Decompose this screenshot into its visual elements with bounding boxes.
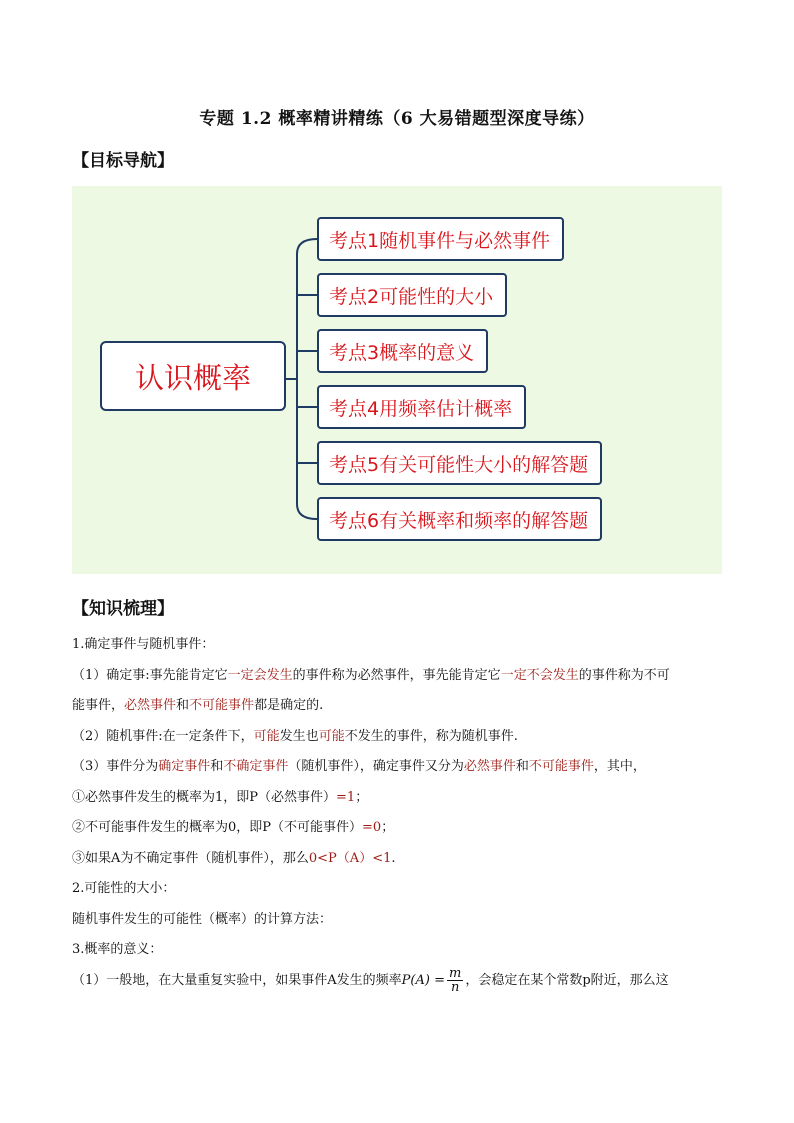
mind-map-node-3: 考点3概率的意义: [317, 329, 488, 373]
mind-map-node-1: 考点1随机事件与必然事件: [317, 217, 564, 261]
paragraph-6: ③如果A为不确定事件（随机事件），那么0<P（A）<1.: [72, 850, 396, 866]
paragraph-8: （1）一般地，在大量重复实验中，如果事件A发生的频率P(A) = $\frac{m}{n}$ ，会稳定在某个常数p附近，那么这: [72, 965, 669, 995]
paragraph-1: （1）确定事:事先能肯定它一定会发生的事件称为必然事件，事先能肯定它一定不会发生的事件称为不可: [72, 667, 670, 683]
heading-2: 2.可能性的大小：: [72, 881, 176, 896]
formula-lhs: P(A) =: [401, 972, 445, 988]
paragraph-1-cont: 能事件，必然事件和不可能事件都是确定的.: [72, 698, 324, 713]
mind-map-node-4: 考点4用频率估计概率: [317, 385, 526, 429]
document-title: 专题 1.2 概率精讲精练（6 大易错题型深度导练）: [199, 109, 595, 129]
mind-map: [72, 186, 722, 574]
mind-map-node-2: 考点2可能性的大小: [317, 273, 507, 317]
paragraph-2: （2）随机事件:在一定条件下，可能发生也可能不发生的事件，称为随机事件.: [72, 728, 518, 744]
section-heading-goal: 【目标导航】: [72, 151, 174, 171]
paragraph-3: （3）事件分为确定事件和不确定事件（随机事件），确定事件又分为必然事件和不可能事件，其中，: [72, 759, 646, 774]
fraction-m-over-n: $\frac{m}{n}$: [448, 965, 462, 995]
paragraph-5: ②不可能事件发生的概率为0，即P（不可能事件）=0；: [72, 820, 395, 835]
mind-map-node-6: 考点6有关概率和频率的解答题: [317, 497, 602, 541]
mind-map-node-5: 考点5有关可能性大小的解答题: [317, 441, 602, 485]
heading-3: 3.概率的意义：: [72, 942, 163, 957]
knowledge-content: [72, 630, 732, 996]
paragraph-7: 随机事件发生的可能性（概率）的计算方法：: [72, 911, 333, 927]
heading-1: 1.确定事件与随机事件：: [72, 637, 215, 652]
section-heading-knowledge: 【知识梳理】: [72, 599, 174, 619]
connector-trunk: [297, 239, 317, 519]
mind-map-root: 认识概率: [100, 341, 286, 411]
paragraph-4: ①必然事件发生的概率为1，即P（必然事件）=1；: [72, 789, 369, 805]
